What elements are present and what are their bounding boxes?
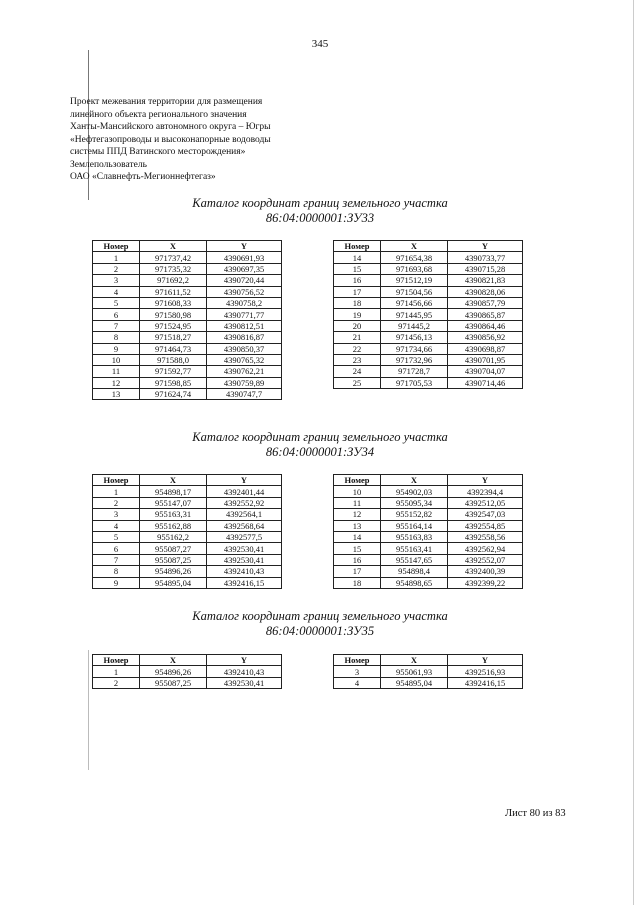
point-number-cell: 16	[334, 554, 381, 565]
table-row	[93, 343, 282, 354]
x-coordinate-cell: 954896,26	[140, 566, 207, 577]
coordinates-table	[92, 474, 282, 589]
page-number: 345	[311, 38, 329, 50]
y-coordinate-cell: 4392577,5	[207, 531, 282, 542]
x-coordinate-cell: 971456,13	[381, 332, 448, 343]
x-coordinate-cell: 971580,98	[140, 309, 207, 320]
table-row	[93, 275, 282, 286]
point-number-cell: 2	[93, 263, 140, 274]
table-row	[93, 497, 282, 508]
catalog-parcel-id: 86:04:0000001:ЗУ33	[265, 211, 375, 225]
y-coordinate-cell: 4390714,46	[448, 377, 523, 388]
y-coordinate-cell: 4390747,7	[207, 389, 282, 400]
point-number-cell: 7	[93, 554, 140, 565]
point-number-cell: 9	[93, 577, 140, 588]
x-coordinate-cell: 955087,25	[140, 677, 207, 688]
y-coordinate-cell: 4390758,2	[207, 297, 282, 308]
x-coordinate-cell: 955147,65	[381, 554, 448, 565]
table-header-row	[93, 475, 282, 486]
table-row	[93, 543, 282, 554]
point-number-cell: 1	[93, 252, 140, 263]
point-number-cell: 3	[334, 666, 381, 677]
point-number-cell: 21	[334, 332, 381, 343]
margin-line	[88, 650, 89, 770]
x-coordinate-cell: 971693,68	[381, 263, 448, 274]
y-coordinate-cell: 4390857,79	[448, 297, 523, 308]
table-row	[93, 377, 282, 388]
table-row	[334, 577, 523, 588]
point-number-cell: 4	[93, 520, 140, 531]
x-coordinate-cell: 971732,96	[381, 354, 448, 365]
x-coordinate-cell: 955087,27	[140, 543, 207, 554]
point-number-cell: 1	[93, 486, 140, 497]
catalog-title-line: Каталог координат границ земельного участка	[192, 609, 448, 623]
x-coordinate-cell: 955162,2	[140, 531, 207, 542]
y-coordinate-cell: 4392416,15	[207, 577, 282, 588]
y-coordinate-cell: 4390698,87	[448, 343, 523, 354]
point-number-cell: 9	[93, 343, 140, 354]
x-coordinate-cell: 955163,31	[140, 509, 207, 520]
point-number-cell: 2	[93, 677, 140, 688]
point-number-cell: 12	[334, 509, 381, 520]
x-coordinate-cell: 954895,04	[140, 577, 207, 588]
table-row	[93, 577, 282, 588]
point-number-cell: 6	[93, 543, 140, 554]
table-row	[334, 509, 523, 520]
x-coordinate-cell: 971737,42	[140, 252, 207, 263]
y-coordinate-cell: 4392552,07	[448, 554, 523, 565]
y-coordinate-cell: 4392410,43	[207, 666, 282, 677]
table-row	[93, 389, 282, 400]
table-row	[93, 531, 282, 542]
table-row	[93, 286, 282, 297]
point-number-cell: 1	[93, 666, 140, 677]
table-row	[334, 309, 523, 320]
y-coordinate-cell: 4392410,43	[207, 566, 282, 577]
table-header-row	[334, 241, 523, 252]
table-row	[93, 666, 282, 677]
sheet-counter: Лист 80 из 83	[505, 808, 566, 819]
table-row	[334, 332, 523, 343]
catalog-title	[0, 609, 640, 639]
y-coordinate-cell: 4390701,95	[448, 354, 523, 365]
table-header-row	[93, 655, 282, 666]
point-number-cell: 10	[334, 486, 381, 497]
x-coordinate-cell: 971692,2	[140, 275, 207, 286]
column-header-num: Номер	[93, 655, 140, 666]
table-row	[334, 520, 523, 531]
point-number-cell: 19	[334, 309, 381, 320]
coordinates-table	[333, 654, 523, 689]
point-number-cell: 24	[334, 366, 381, 377]
x-coordinate-cell: 955152,82	[381, 509, 448, 520]
table-row	[334, 252, 523, 263]
x-coordinate-cell: 955164,14	[381, 520, 448, 531]
y-coordinate-cell: 4390864,46	[448, 320, 523, 331]
point-number-cell: 12	[93, 377, 140, 388]
y-coordinate-cell: 4392399,22	[448, 577, 523, 588]
table-row	[93, 354, 282, 365]
point-number-cell: 4	[334, 677, 381, 688]
x-coordinate-cell: 955061,93	[381, 666, 448, 677]
column-header-x: X	[140, 475, 207, 486]
point-number-cell: 8	[93, 332, 140, 343]
x-coordinate-cell: 971734,66	[381, 343, 448, 354]
table-row	[334, 677, 523, 688]
column-header-x: X	[140, 241, 207, 252]
y-coordinate-cell: 4390720,44	[207, 275, 282, 286]
point-number-cell: 5	[93, 297, 140, 308]
table-row	[93, 566, 282, 577]
x-coordinate-cell: 954898,17	[140, 486, 207, 497]
point-number-cell: 5	[93, 531, 140, 542]
point-number-cell: 3	[93, 509, 140, 520]
y-coordinate-cell: 4392552,92	[207, 497, 282, 508]
y-coordinate-cell: 4390733,77	[448, 252, 523, 263]
x-coordinate-cell: 954895,04	[381, 677, 448, 688]
y-coordinate-cell: 4392562,94	[448, 543, 523, 554]
table-header-row	[334, 655, 523, 666]
point-number-cell: 20	[334, 320, 381, 331]
column-header-num: Номер	[334, 475, 381, 486]
x-coordinate-cell: 971445,95	[381, 309, 448, 320]
x-coordinate-cell: 955163,41	[381, 543, 448, 554]
x-coordinate-cell: 971524,95	[140, 320, 207, 331]
column-header-x: X	[381, 475, 448, 486]
point-number-cell: 4	[93, 286, 140, 297]
table-row	[93, 320, 282, 331]
header-line: линейного объекта регионального значения	[70, 109, 247, 120]
column-header-x: X	[140, 655, 207, 666]
x-coordinate-cell: 971598,85	[140, 377, 207, 388]
y-coordinate-cell: 4392547,03	[448, 509, 523, 520]
point-number-cell: 22	[334, 343, 381, 354]
table-row	[93, 252, 282, 263]
coordinates-table	[333, 240, 523, 389]
point-number-cell: 6	[93, 309, 140, 320]
x-coordinate-cell: 955147,07	[140, 497, 207, 508]
coordinates-table	[92, 240, 282, 400]
column-header-num: Номер	[334, 241, 381, 252]
table-row	[93, 520, 282, 531]
point-number-cell: 15	[334, 263, 381, 274]
y-coordinate-cell: 4390856,92	[448, 332, 523, 343]
table-row	[93, 509, 282, 520]
y-coordinate-cell: 4390759,89	[207, 377, 282, 388]
x-coordinate-cell: 971735,32	[140, 263, 207, 274]
y-coordinate-cell: 4390850,37	[207, 343, 282, 354]
table-row	[334, 275, 523, 286]
y-coordinate-cell: 4390812,51	[207, 320, 282, 331]
y-coordinate-cell: 4390691,93	[207, 252, 282, 263]
y-coordinate-cell: 4392554,85	[448, 520, 523, 531]
x-coordinate-cell: 971504,56	[381, 286, 448, 297]
y-coordinate-cell: 4390816,87	[207, 332, 282, 343]
x-coordinate-cell: 971512,19	[381, 275, 448, 286]
x-coordinate-cell: 955095,34	[381, 497, 448, 508]
y-coordinate-cell: 4392416,15	[448, 677, 523, 688]
x-coordinate-cell: 971624,74	[140, 389, 207, 400]
table-row	[93, 263, 282, 274]
table-header-row	[334, 475, 523, 486]
x-coordinate-cell: 954898,65	[381, 577, 448, 588]
table-row	[93, 309, 282, 320]
table-row	[334, 297, 523, 308]
point-number-cell: 15	[334, 543, 381, 554]
y-coordinate-cell: 4390765,32	[207, 354, 282, 365]
catalog-title	[0, 430, 640, 460]
point-number-cell: 13	[93, 389, 140, 400]
x-coordinate-cell: 971705,53	[381, 377, 448, 388]
header-line: Проект межевания территории для размещения	[70, 97, 263, 107]
point-number-cell: 14	[334, 252, 381, 263]
table-row	[93, 297, 282, 308]
table-row	[334, 543, 523, 554]
coordinates-table	[92, 654, 282, 689]
point-number-cell: 13	[334, 520, 381, 531]
x-coordinate-cell: 971654,38	[381, 252, 448, 263]
point-number-cell: 8	[93, 566, 140, 577]
x-coordinate-cell: 971518,27	[140, 332, 207, 343]
x-coordinate-cell: 971456,66	[381, 297, 448, 308]
header-line: Ханты-Мансийского автономного округа – Югры	[70, 122, 271, 132]
point-number-cell: 18	[334, 577, 381, 588]
table-row	[334, 343, 523, 354]
header-line: «Нефтегазопроводы и высоконапорные водоводы	[70, 134, 271, 145]
y-coordinate-cell: 4392568,64	[207, 520, 282, 531]
table-row	[334, 566, 523, 577]
y-coordinate-cell: 4390704,07	[448, 366, 523, 377]
document-header	[70, 96, 370, 184]
table-row	[334, 497, 523, 508]
x-coordinate-cell: 955163,83	[381, 531, 448, 542]
table-row	[334, 377, 523, 388]
catalog-title	[0, 196, 640, 226]
column-header-y: Y	[448, 241, 523, 252]
coordinates-table	[333, 474, 523, 589]
x-coordinate-cell: 955087,25	[140, 554, 207, 565]
point-number-cell: 25	[334, 377, 381, 388]
table-row	[334, 666, 523, 677]
point-number-cell: 16	[334, 275, 381, 286]
x-coordinate-cell: 971611,52	[140, 286, 207, 297]
column-header-y: Y	[207, 655, 282, 666]
y-coordinate-cell: 4392516,93	[448, 666, 523, 677]
x-coordinate-cell: 971588,0	[140, 354, 207, 365]
catalog-parcel-id: 86:04:0000001:ЗУ34	[265, 445, 375, 459]
table-row	[93, 554, 282, 565]
table-row	[334, 263, 523, 274]
table-row	[334, 286, 523, 297]
y-coordinate-cell: 4390715,28	[448, 263, 523, 274]
table-row	[93, 677, 282, 688]
catalog-title-line: Каталог координат границ земельного участка	[192, 430, 448, 444]
catalog-parcel-id: 86:04:0000001:ЗУ35	[265, 624, 375, 638]
column-header-x: X	[381, 241, 448, 252]
table-row	[93, 366, 282, 377]
point-number-cell: 17	[334, 286, 381, 297]
y-coordinate-cell: 4390762,21	[207, 366, 282, 377]
x-coordinate-cell: 971445,2	[381, 320, 448, 331]
x-coordinate-cell: 971728,7	[381, 366, 448, 377]
column-header-num: Номер	[93, 241, 140, 252]
table-row	[334, 320, 523, 331]
point-number-cell: 23	[334, 354, 381, 365]
y-coordinate-cell: 4392401,44	[207, 486, 282, 497]
x-coordinate-cell: 971592,77	[140, 366, 207, 377]
column-header-y: Y	[207, 241, 282, 252]
y-coordinate-cell: 4390697,35	[207, 263, 282, 274]
point-number-cell: 18	[334, 297, 381, 308]
point-number-cell: 2	[93, 497, 140, 508]
point-number-cell: 10	[93, 354, 140, 365]
header-line: ОАО «Славнефть-Мегионнефтегаз»	[70, 172, 216, 182]
x-coordinate-cell: 971608,33	[140, 297, 207, 308]
x-coordinate-cell: 954898,4	[381, 566, 448, 577]
y-coordinate-cell: 4392530,41	[207, 543, 282, 554]
table-row	[334, 354, 523, 365]
y-coordinate-cell: 4392512,05	[448, 497, 523, 508]
table-row	[334, 486, 523, 497]
point-number-cell: 3	[93, 275, 140, 286]
catalog-title-line: Каталог координат границ земельного участка	[192, 196, 448, 210]
column-header-y: Y	[207, 475, 282, 486]
y-coordinate-cell: 4392530,41	[207, 677, 282, 688]
x-coordinate-cell: 954902,03	[381, 486, 448, 497]
column-header-num: Номер	[93, 475, 140, 486]
table-row	[93, 332, 282, 343]
x-coordinate-cell: 971464,73	[140, 343, 207, 354]
column-header-y: Y	[448, 655, 523, 666]
y-coordinate-cell: 4392564,1	[207, 509, 282, 520]
x-coordinate-cell: 954896,26	[140, 666, 207, 677]
header-line: системы ППД Ватинского месторождения»	[70, 147, 246, 157]
y-coordinate-cell: 4390771,77	[207, 309, 282, 320]
y-coordinate-cell: 4390821,83	[448, 275, 523, 286]
header-line: Землепользователь	[70, 159, 147, 170]
y-coordinate-cell: 4390828,06	[448, 286, 523, 297]
table-row	[334, 554, 523, 565]
table-header-row	[93, 241, 282, 252]
column-header-num: Номер	[334, 655, 381, 666]
y-coordinate-cell: 4392394,4	[448, 486, 523, 497]
y-coordinate-cell: 4392530,41	[207, 554, 282, 565]
table-row	[93, 486, 282, 497]
point-number-cell: 7	[93, 320, 140, 331]
point-number-cell: 11	[93, 366, 140, 377]
y-coordinate-cell: 4392558,56	[448, 531, 523, 542]
table-row	[334, 366, 523, 377]
table-row	[334, 531, 523, 542]
point-number-cell: 11	[334, 497, 381, 508]
column-header-x: X	[381, 655, 448, 666]
point-number-cell: 14	[334, 531, 381, 542]
column-header-y: Y	[448, 475, 523, 486]
point-number-cell: 17	[334, 566, 381, 577]
y-coordinate-cell: 4392400,39	[448, 566, 523, 577]
y-coordinate-cell: 4390756,52	[207, 286, 282, 297]
y-coordinate-cell: 4390865,87	[448, 309, 523, 320]
x-coordinate-cell: 955162,88	[140, 520, 207, 531]
